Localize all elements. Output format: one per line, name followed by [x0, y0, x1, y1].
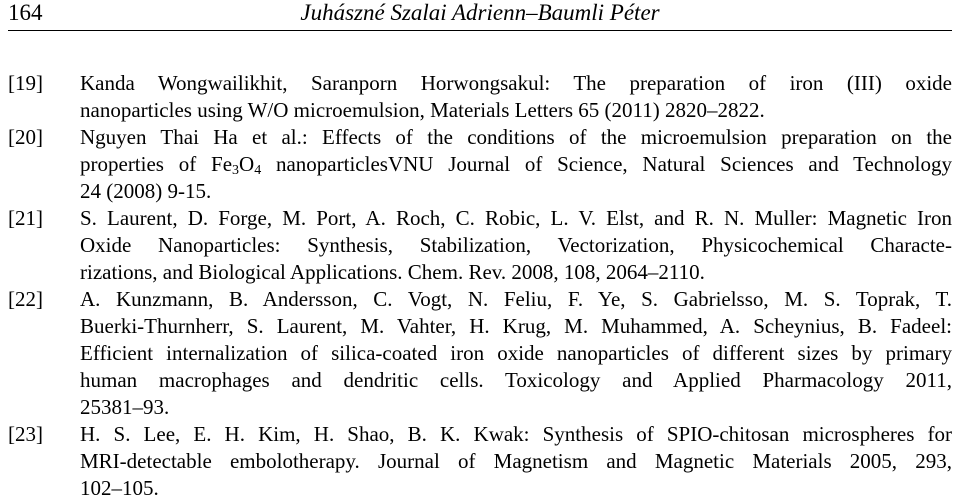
- reference-line: H. S. Lee, E. H. Kim, H. Shao, B. K. Kwak: Synthesis of SPIO-chitosan microspheres for: [80, 422, 952, 446]
- reference-line: A. Kunzmann, B. Andersson, C. Vogt, N. Feliu, F. Ye, S. Gabrielsso, M. S. Toprak, T.: [80, 287, 952, 311]
- reference-label: [23]: [8, 422, 43, 446]
- page-header: [8, 0, 952, 31]
- reference-line: human macrophages and dendritic cells. Toxicology and Applied Pharmacology 2011,: [80, 368, 952, 392]
- reference-line: Nguyen Thai Ha et al.: Effects of the conditions of the microemulsion preparation on the: [80, 125, 952, 149]
- reference-23: [8, 421, 952, 502]
- reference-label: [19]: [8, 71, 43, 95]
- reference-label: [20]: [8, 125, 43, 149]
- reference-line: Kanda Wongwailikhit, Saranporn Horwongsakul: The preparation of iron (III) oxide: [80, 71, 952, 95]
- reference-line: Efficient internalization of silica-coated iron oxide nanoparticles of different sizes by primary: [80, 341, 952, 365]
- reference-text: [80, 286, 952, 421]
- formula-suffix: nanoparticlesVNU Journal of Science, Natural Sciences and Technology: [261, 152, 952, 176]
- reference-line: Oxide Nanoparticles: Synthesis, Stabilization, Vectorization, Physicochemical Characte-: [80, 233, 952, 257]
- reference-text: [80, 70, 952, 124]
- reference-19: [8, 70, 952, 124]
- subscript: 4: [254, 163, 262, 178]
- reference-line: Buerki-Thurnherr, S. Laurent, M. Vahter, H. Krug, M. Muhammed, A. Scheynius, B. Fadeel:: [80, 314, 952, 338]
- reference-22: [8, 286, 952, 421]
- reference-line: MRI-detectable embolotherapy. Journal of Magnetism and Magnetic Materials 2005, 293,: [80, 449, 952, 473]
- reference-label: [22]: [8, 287, 43, 311]
- reference-line: 24 (2008) 9-15.: [80, 179, 212, 203]
- reference-line: [80, 151, 952, 178]
- reference-text: [80, 421, 952, 502]
- reference-line: 25381–93.: [80, 395, 170, 419]
- reference-line: 102–105.: [80, 476, 159, 500]
- reference-text: [80, 205, 952, 286]
- reference-line: nanoparticles using W/O microemulsion, Materials Letters 65 (2011) 2820–2822.: [80, 98, 765, 122]
- reference-21: [8, 205, 952, 286]
- reference-line: rizations, and Biological Applications. Chem. Rev. 2008, 108, 2064–2110.: [80, 260, 705, 284]
- reference-text: [80, 124, 952, 205]
- reference-list: [8, 70, 952, 502]
- reference-label: [21]: [8, 206, 43, 230]
- page-number: 164: [8, 0, 43, 25]
- subscript: 3: [232, 163, 240, 178]
- running-head: Juhászné Szalai Adrienn–Baumli Péter: [300, 0, 660, 25]
- formula-prefix: properties of Fe: [80, 152, 233, 176]
- reference-line: S. Laurent, D. Forge, M. Port, A. Roch, C. Robic, L. V. Elst, and R. N. Muller: Magnetic Iron: [80, 206, 952, 230]
- formula-mid: O: [239, 152, 255, 176]
- reference-20: [8, 124, 952, 205]
